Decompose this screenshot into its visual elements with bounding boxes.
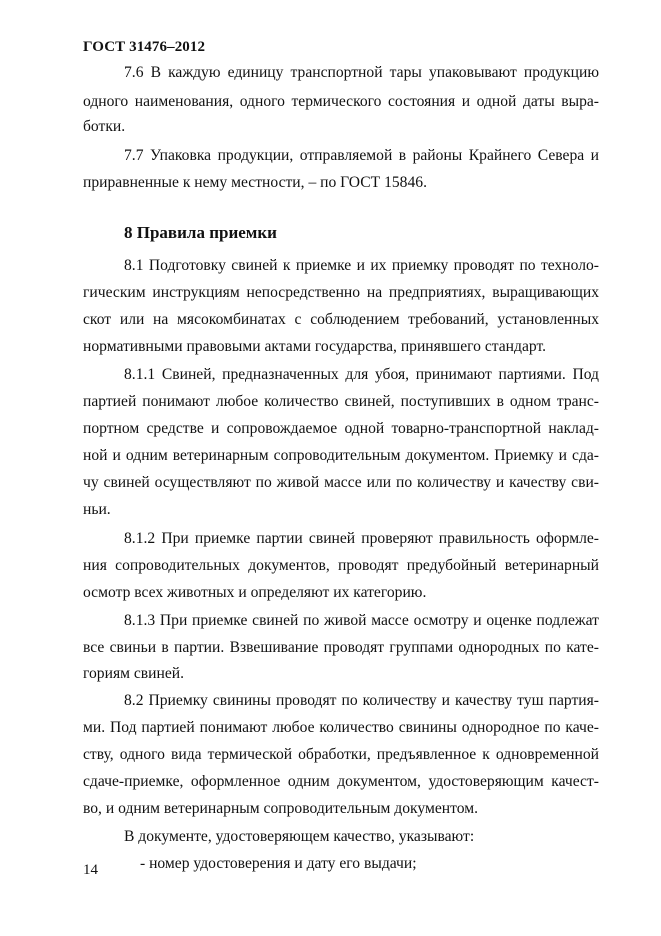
paragraph-line: сдаче-приемке, оформленное одним документом, удостоверяющим качест- <box>83 773 599 790</box>
paragraph-line: все свиньи в партии. Взвешивание проводят группами однородных по кате- <box>83 639 599 656</box>
paragraph-line: 8.2 Приемку свинины проводят по количеству и качеству туш партия- <box>124 692 599 709</box>
paragraph-line: 8.1.1 Свиней, предназначенных для убоя, принимают партиями. Под <box>124 366 599 383</box>
paragraph-line: ству, одного вида термической обработки, предъявленное к одновременной <box>83 746 599 763</box>
standard-header: ГОСТ 31476–2012 <box>83 39 206 55</box>
paragraph-line: ньи. <box>83 501 111 518</box>
paragraph-line: чу свиней осуществляют по живой массе или по количеству и качеству сви- <box>83 474 599 491</box>
paragraph-line: 8.1 Подготовку свиней к приемке и их приемку проводят по техноло- <box>124 257 599 274</box>
paragraph-line: 8.1.3 При приемке свиней по живой массе осмотру и оценке подлежат <box>124 612 599 629</box>
paragraph-line: скот или на мясокомбинатах с соблюдением требований, установленных <box>83 311 599 328</box>
paragraph-line: во, и одним ветеринарным сопроводительным документом. <box>83 800 478 817</box>
paragraph-line: 8.1.2 При приемке партии свиней проверяют правильность оформле- <box>124 530 599 547</box>
paragraph-line: гориям свиней. <box>83 665 185 682</box>
paragraph-line: осмотр всех животных и определяют их категорию. <box>83 584 427 601</box>
paragraph-line: 7.7 Упаковка продукции, отправляемой в районы Крайнего Севера и <box>124 147 599 164</box>
list-item: - номер удостоверения и дату его выдачи; <box>140 855 417 872</box>
paragraph-line: одного наименования, одного термического состояния и одной даты выра- <box>83 93 599 110</box>
paragraph-line: портном средстве и сопровождаемое одной товарно-транспортной наклад- <box>83 420 599 437</box>
paragraph-line: 7.6 В каждую единицу транспортной тары упаковывают продукцию <box>124 64 599 81</box>
paragraph-line: ботки. <box>83 118 126 135</box>
paragraph-line: ния сопроводительных документов, проводят предубойный ветеринарный <box>83 557 599 574</box>
paragraph-line: ной и одним ветеринарным сопроводительным документом. Приемку и сда- <box>83 447 599 464</box>
paragraph-line: нормативными правовыми актами государства, принявшего стандарт. <box>83 338 546 355</box>
paragraph-line: гическим инструкциям непосредственно на предприятиях, выращивающих <box>83 284 599 301</box>
paragraph-line: В документе, удостоверяющем качество, указывают: <box>124 828 475 845</box>
paragraph-line: партией понимают любое количество свиней, поступивших в одном транс- <box>83 393 599 410</box>
paragraph-line: ми. Под партией понимают любое количество свинины однородное по каче- <box>83 719 599 736</box>
page-number: 14 <box>83 862 98 878</box>
paragraph-line: приравненные к нему местности, – по ГОСТ 15846. <box>83 174 427 191</box>
section-heading: 8 Правила приемки <box>124 223 277 242</box>
